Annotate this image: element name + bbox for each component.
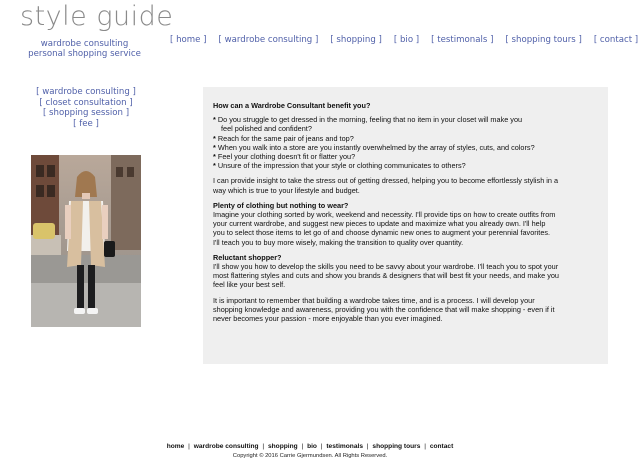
paragraph-line: shopping knowledge and awareness, providing you with the confidence that will make shopping - even if it xyxy=(213,304,555,314)
tagline-line-1: wardrobe consulting xyxy=(40,39,129,49)
fashion-photo xyxy=(31,155,141,327)
paragraph-line: I'll teach you to buy more wisely, making the transition to quality over quantity. xyxy=(213,237,464,247)
paragraph-line: your current wardrobe, and suggest new pieces to update and maximize what you already own. I'll help xyxy=(213,219,546,229)
nav-home[interactable]: [ home ] xyxy=(170,35,207,45)
paragraph-line: I'll show you how to develop the skills you need to be savvy about your wardrobe. I'll teach you to spot your xyxy=(213,262,559,272)
side-nav-wardrobe-consulting[interactable]: [ wardrobe consulting ] xyxy=(36,87,136,97)
paragraph-line: Imagine your clothing sorted by work, weekend and necessity. I'll provide tips on how to create outfits from xyxy=(213,210,556,220)
side-navigation xyxy=(30,87,142,129)
footer-link-bio[interactable]: bio xyxy=(307,443,317,450)
footer-link-home[interactable]: home xyxy=(166,443,185,450)
footer-link-contact[interactable]: contact xyxy=(429,443,454,450)
content-heading: How can a Wardrobe Consultant benefit you? xyxy=(213,101,371,110)
footer-link-shopping[interactable]: shopping xyxy=(267,443,298,450)
list-item: * When you walk into a store are you instantly overwhelmed by the array of styles, cuts, and colors? xyxy=(213,143,600,152)
copyright-notice: Copyright © 2016 Carrie Gjermundsen. All Rights Reserved. xyxy=(232,453,388,459)
footer-separator: | xyxy=(301,443,304,450)
intro-paragraph-line: I can provide insight to take the stress out of getting dressed, helping you to become effortlessly stylish in a xyxy=(213,176,559,186)
nav-bio[interactable]: [ bio ] xyxy=(393,35,420,45)
intro-paragraph-line: way which is true to your lifestyle and budget. xyxy=(213,185,360,195)
benefit-list xyxy=(213,115,600,170)
side-nav-shopping-session[interactable]: [ shopping session ] xyxy=(42,108,130,118)
top-navigation xyxy=(170,35,638,45)
paragraph-line: never becomes your passion - more enjoyable than you ever imagined. xyxy=(213,314,443,324)
footer-separator: | xyxy=(424,443,426,450)
nav-testimonals[interactable]: [ testimonals ] xyxy=(431,35,494,45)
footer-separator: | xyxy=(320,443,323,450)
paragraph-line: most flattering styles and cuts and show you brands & designers that will best fit your needs, and make you xyxy=(213,271,559,281)
list-item-continued: feel polished and confident? xyxy=(221,124,312,134)
site-title[interactable]: style guide xyxy=(20,1,174,32)
paragraph-line: It is important to remember that building a wardrobe takes time, and is a process. I will develop your xyxy=(213,295,535,305)
nav-shopping-tours[interactable]: [ shopping tours ] xyxy=(505,35,582,45)
footer-link-shopping-tours[interactable]: shopping tours xyxy=(372,443,421,450)
paragraph-line: you to select those items to let go of and choose dynamic new ones to augment your perennial favorites. xyxy=(213,228,551,238)
footer-separator: | xyxy=(188,443,190,450)
footer-separator: | xyxy=(262,443,265,450)
list-item: * Feel your clothing doesn't fit or flatter you? xyxy=(213,152,600,161)
nav-wardrobe-consulting[interactable]: [ wardrobe consulting ] xyxy=(218,35,319,45)
section-heading-clothing: Plenty of clothing but nothing to wear? xyxy=(213,200,349,210)
paragraph-line: feel like your best self. xyxy=(213,280,286,290)
footer-link-wardrobe-consulting[interactable]: wardrobe consulting xyxy=(193,443,259,450)
side-nav-closet-consultation[interactable]: [ closet consultation ] xyxy=(39,97,133,108)
site-tagline xyxy=(22,39,147,59)
tagline-line-2: personal shopping service xyxy=(28,49,141,59)
section-heading-shopper: Reluctant shopper? xyxy=(213,252,282,262)
nav-contact[interactable]: [ contact ] xyxy=(593,35,638,45)
fashion-photo-image xyxy=(31,155,141,327)
footer-separator: | xyxy=(366,443,369,450)
main-content xyxy=(203,87,608,364)
nav-shopping[interactable]: [ shopping ] xyxy=(330,35,382,45)
list-item: * Unsure of the impression that your style or clothing communicates to others? xyxy=(213,161,600,170)
footer-link-testimonals[interactable]: testimonals xyxy=(326,443,364,450)
list-item: * Reach for the same pair of jeans and top? xyxy=(213,134,600,143)
list-item: * Do you struggle to get dressed in the morning, feeling that no item in your closet will make you xyxy=(213,115,600,124)
side-nav-fee[interactable]: [ fee ] xyxy=(73,118,99,129)
footer-navigation xyxy=(0,443,620,450)
